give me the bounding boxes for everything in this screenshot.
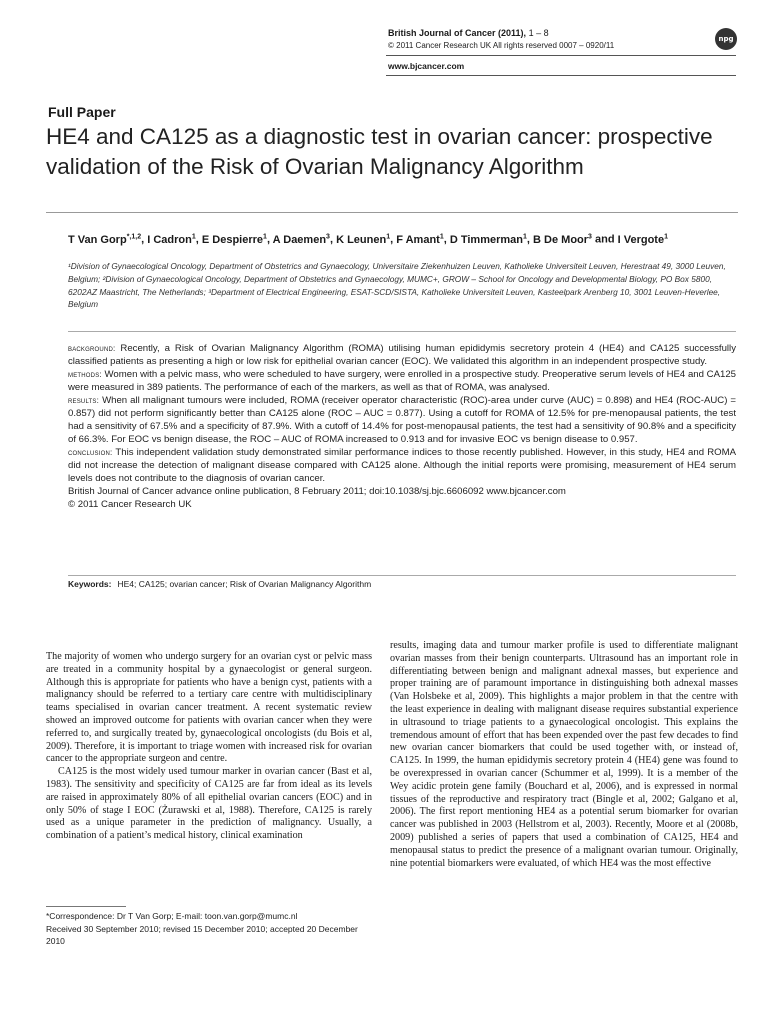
body-paragraph: The majority of women who undergo surgery for an ovarian cyst or pelvic mass are treated in a community hospital by a gynaecologist or general surgeon. Although this is appropriate for patients who have a benign cyst, patients with a malignancy should be referred to a tertiary care centre with multidisciplinary teams specialised in ovarian cancer treatment. A recent systematic review showed an improved outcome for patients with ovarian cancer when they were referred to, and surgically treated by, gynaecological oncologists (du Bois et al, 2009). Therefore, it is important to triage women with increased risk for ovarian cancer to the appropriate surgeon and centre. — [46, 651, 372, 765]
author-affiliation-mark: 1 — [263, 233, 267, 240]
background-text: Recently, a Risk of Ovarian Malignancy Algorithm (ROMA) utilising human epididymis secretory protein 4 (HE4) and CA125 successfully classified patients as presenting a high or low risk for epithelial ovarian cancer (EOC). We validated this algorithm in an independent prospective study. — [68, 343, 736, 367]
author-name: B De Moor$^3$ — [533, 233, 592, 246]
keywords — [68, 579, 371, 589]
header-divider — [386, 55, 736, 56]
author-list: T Van Gorp$^{*,1,2}$, I Cadron$^1$, E Despierre$^1$, A Daemen$^3$, K Leunen$^1$, F Amant$^1$, D Timmerman$^1$, B De Moor$^3$ and I Vergote$^1$ — [68, 233, 668, 246]
abstract-divider — [68, 331, 736, 332]
abstract-citation: British Journal of Cancer advance online publication, 8 February 2011; doi:10.1038/sj.bjc.6606092 www.bjcancer.com — [68, 486, 566, 497]
author-affiliation-mark: *,1,2 — [126, 233, 142, 240]
author-name: T Van Gorp$^{*,1,2}$ — [68, 233, 142, 246]
author-name: E Despierre$^1$ — [201, 233, 267, 246]
author-name: K Leunen$^1$ — [336, 233, 391, 246]
author-affiliation-mark: 1 — [386, 233, 391, 240]
author-affiliation-mark: 1 — [191, 233, 196, 240]
author-name: I Vergote$^1$ — [617, 233, 668, 246]
background-heading: background: — [68, 344, 116, 353]
methods-heading: methods: — [68, 370, 102, 379]
author-affiliation-mark: 3 — [326, 233, 330, 240]
article-title: HE4 and CA125 as a diagnostic test in ovarian cancer: prospective validation of the Risk of Ovarian Malignancy Algorithm — [46, 124, 713, 179]
body-column-right — [390, 640, 738, 870]
conclusion-heading: conclusion: — [68, 448, 113, 457]
abstract-conclusion — [68, 446, 736, 485]
journal-website-link[interactable]: www.bjcancer.com — [388, 61, 465, 71]
abstract-results — [68, 394, 736, 446]
author-name: I Cadron$^1$ — [147, 233, 196, 246]
results-text: When all malignant tumours were included, ROMA (receiver operator characteristic (ROC)-area under curve (AUC) = 0.898) and HE4 (ROC-AUC) = 0.857) did not perform significantly better than CA125 alone (ROC – AUC = 0.877). Using a cutoff for ROMA of 12.5% for pre-menopausal patients, the test had a sensitivity of 67.5% and a specificity of 87.9%. With a cutoff of 14.4% for post-menopausal patients, the test had a sensitivity of 90.8% and a specificity of 66.3%. For EOC vs benign disease, the ROC – AUC of ROMA increased to 0.913 and for invasive EOC vs benign disease to 0.957. — [68, 395, 736, 445]
footnote — [46, 910, 372, 948]
journal-name: British Journal of Cancer (2011), — [388, 28, 527, 38]
author-name: F Amant$^1$ — [396, 233, 444, 246]
abstract-background — [68, 342, 736, 368]
page-range: 1 – 8 — [528, 28, 549, 38]
journal-citation — [388, 27, 549, 39]
keywords-text: HE4; CA125; ovarian cancer; Risk of Ovarian Malignancy Algorithm — [117, 579, 372, 589]
received-dates: Received 30 September 2010; revised 15 December 2010; accepted 20 December 2010 — [46, 923, 358, 946]
body-column-left — [46, 651, 372, 843]
author-name: A Daemen$^3$ — [272, 233, 330, 246]
abstract-copyright: © 2011 Cancer Research UK — [68, 499, 192, 510]
keywords-label: Keywords: — [68, 579, 112, 589]
author-affiliation-mark: 1 — [523, 233, 527, 240]
header-copyright: © 2011 Cancer Research UK All rights reserved 0007 – 0920/11 — [388, 41, 615, 50]
abstract-methods — [68, 368, 736, 394]
conclusion-text: This independent validation study demonstrated similar performance indices to those recently published. However, in this study, HE4 and ROMA did not increase the detection of malignant disease compared with CA125 alone. Although the initial reports were promising, measurement of HE4 serum levels does not contribute to the diagnosis of ovarian cancer. — [68, 447, 736, 484]
abstract — [68, 342, 736, 511]
author-affiliation-mark: 1 — [439, 233, 444, 240]
body-paragraph: CA125 is the most widely used tumour marker in ovarian cancer (Bast et al, 1983). The sensitivity and specificity of CA125 are far from ideal as its levels are raised in approximately 80% of all epithelial ovarian cancers (EOC) and in only 50% of stage I EOC (Żurawski et al, 1988). Therefore, CA125 is rarely used as a unique parameter in the prediction of malignancy. Usually, a combination of a patient’s medical history, clinical examination — [46, 766, 372, 842]
results-heading: results: — [68, 396, 100, 405]
author-affiliation-mark: 1 — [664, 233, 668, 240]
body-paragraph: results, imaging data and tumour marker profile is used to differentiate malignant ovarian masses from their benign counterparts. Ultrasound has an important role in differentiating between benign and malignant adnexal masses, but experience and proper training are of paramount importance in distinguishing both adnexal masses (Van Holsbeke et al, 2009). This highlights a major problem in that the centre with the least experience in dealing with malignant disease requires substantial experience in ultrasound to triage patients to a gynaecological oncologist. This explains the tremendous amount of effort that has been expended over the past few decades to find new ovarian cancer biomarkers that could be used together with, or instead of, CA125. In 1999, the human epididymis secretory protein 4 (HE4) gene was found to be overexpressed in ovarian cancer (Schummer et al, 1999). It is a member of the Wey acidic protein gene family (Bouchard et al, 2006), and is expressed in normal tissues of the reproductive and respiratory tract (Bingle et al, 2002; Galgano et al, 2006). The first report mentioning HE4 as a potential serum biomarker for ovarian cancer was published in 2003 (Hellstrom et al, 2003). Recently, Moore et al (2008b, 2009) published a series of papers that used a combination of CA125, HE4 and menopausal status to predict the presence of a malignant ovarian tumour. Originally, nine potential biomarkers were evaluated, of which HE4 was the most effective — [390, 640, 738, 869]
footnote-divider — [46, 906, 126, 907]
header-divider-bottom — [386, 75, 736, 76]
affiliations: ¹Division of Gynaecological Oncology, Department of Obstetrics and Gynaecology, Universitaire Ziekenhuizen Leuven, Katholieke Universiteit Leuven, Herestraat 49, 3000 Leuven, Belgium; ²Division of Gynaecological Oncology, Department of Obstetrics and Gynaecology, MUMC+, GROW – School for Oncology and Developmental Biology, PO Box 5800, 6202AZ Maastricht, The Netherlands; ³Department of Electrical Engineering, ESAT-SCD/SISTA, Katholieke Universiteit Leuven, Kasteelpark Arenberg 10, 3001 Leuven-Heverlee, Belgium — [68, 261, 726, 310]
npg-logo: npg — [715, 28, 737, 50]
abstract-box-border — [46, 212, 738, 213]
section-label: Full Paper — [48, 104, 116, 120]
author-affiliation-mark: 3 — [588, 233, 592, 240]
correspondence-note: *Correspondence: Dr T Van Gorp; E-mail: toon.van.gorp@mumc.nl — [46, 911, 298, 921]
author-name: D Timmerman$^1$ — [449, 233, 527, 246]
methods-text: Women with a pelvic mass, who were scheduled to have surgery, were enrolled in a prospective study. Preoperative serum levels of HE4 and CA125 were measured in 389 patients. The performance of each of the markers, as well as that of ROMA, was analysed. — [68, 369, 736, 393]
keywords-divider — [68, 575, 736, 576]
